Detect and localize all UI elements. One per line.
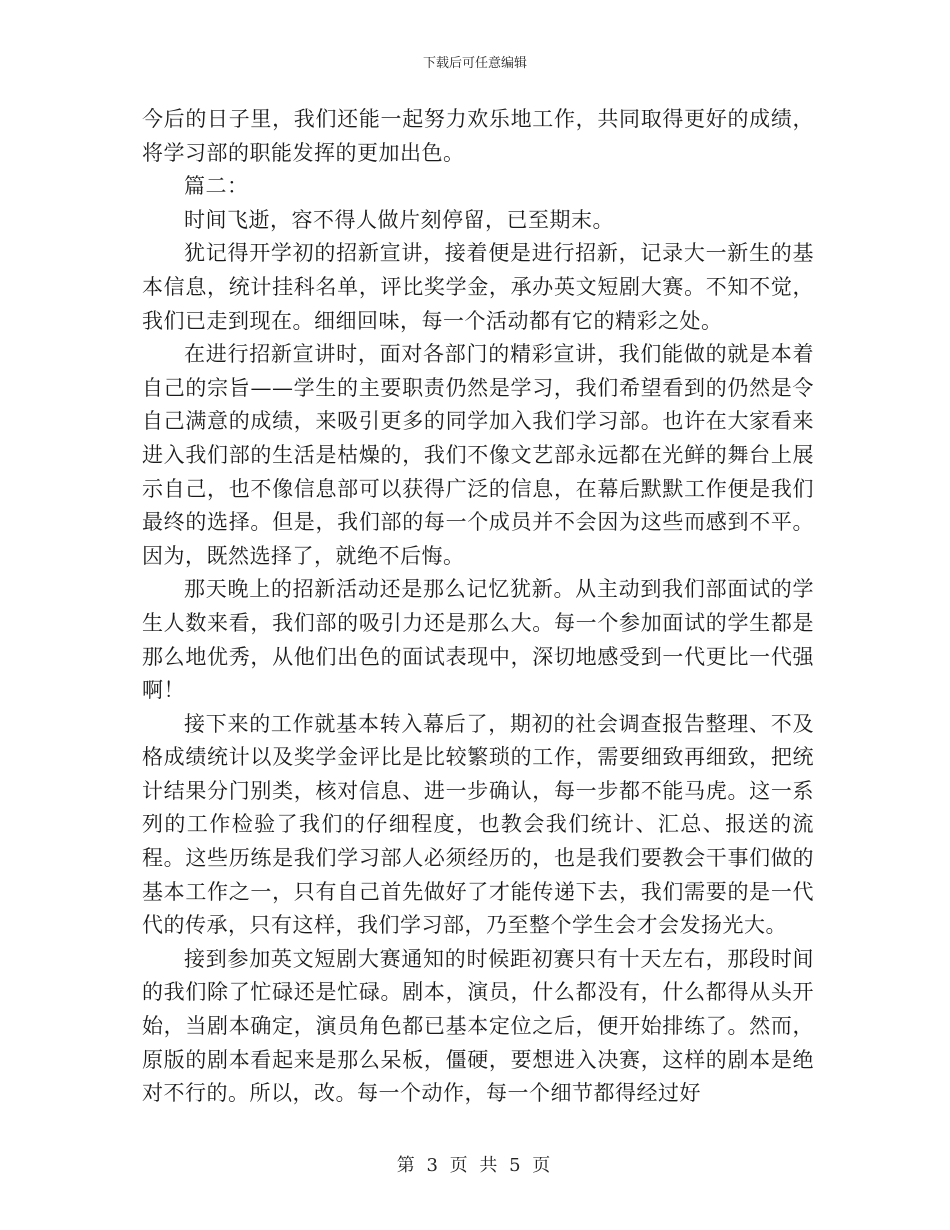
header-note: 下载后可任意编辑 [422,56,527,71]
section-heading: 篇二： [184,174,249,199]
document-body [142,103,814,1111]
page-number: 第 3 页 共 5 页 [396,1155,554,1176]
paragraph: 接到参加英文短剧大赛通知的时候距初赛只有十天左右，那段时间的我们除了忙碌还是忙碌。剧本，演员，什么都没有，什么都得从头开始，当剧本确定，演员角色都已基本定位之后，便开始排练了。然而，原版的剧本看起来是那么呆板，僵硬，要想进入决赛，这样的剧本是绝对不行的。所以，改。每一个动作，每一个细节都得经过好 [142,946,814,1106]
paragraph: 接下来的工作就基本转入幕后了，期初的社会调查报告整理、不及格成绩统计以及奖学金评比是比较繁琐的工作，需要细致再细致，把统计结果分门别类，核对信息、进一步确认，每一步都不能马虎。这一系列的工作检验了我们的仔细程度，也教会我们统计、汇总、报送的流程。这些历练是我们学习部人必须经历的，也是我们要教会干事们做的基本工作之一，只有自己首先做好了才能传递下去，我们需要的是一代代的传承，只有这样，我们学习部，乃至整个学生会才会发扬光大。 [142,711,814,938]
paragraph: 犹记得开学初的招新宣讲，接着便是进行招新，记录大一新生的基本信息，统计挂科名单，评比奖学金，承办英文短剧大赛。不知不觉，我们已走到现在。细细回味，每一个活动都有它的精彩之处。 [142,241,814,333]
paragraph: 那天晚上的招新活动还是那么记忆犹新。从主动到我们部面试的学生人数来看，我们部的吸引力还是那么大。每一个参加面试的学生都是那么地优秀，从他们出色的面试表现中，深切地感受到一代更比一代强啊！ [142,577,814,703]
paragraph: 今后的日子里，我们还能一起努力欢乐地工作，共同取得更好的成绩，将学习部的职能发挥的更加出色。 [142,107,814,165]
paragraph: 时间飞逝，容不得人做片刻停留，已至期末。 [184,207,614,232]
paragraph: 在进行招新宣讲时，面对各部门的精彩宣讲，我们能做的就是本着自己的宗旨——学生的主要职责仍然是学习，我们希望看到的仍然是令自己满意的成绩，来吸引更多的同学加入我们学习部。也许在大家看来进入我们部的生活是枯燥的，我们不像文艺部永远都在光鲜的舞台上展示自己，也不像信息部可以获得广泛的信息，在幕后默默工作便是我们最终的选择。但是，我们部的每一个成员并不会因为这些而感到不平。因为，既然选择了，就绝不后悔。 [142,342,814,568]
